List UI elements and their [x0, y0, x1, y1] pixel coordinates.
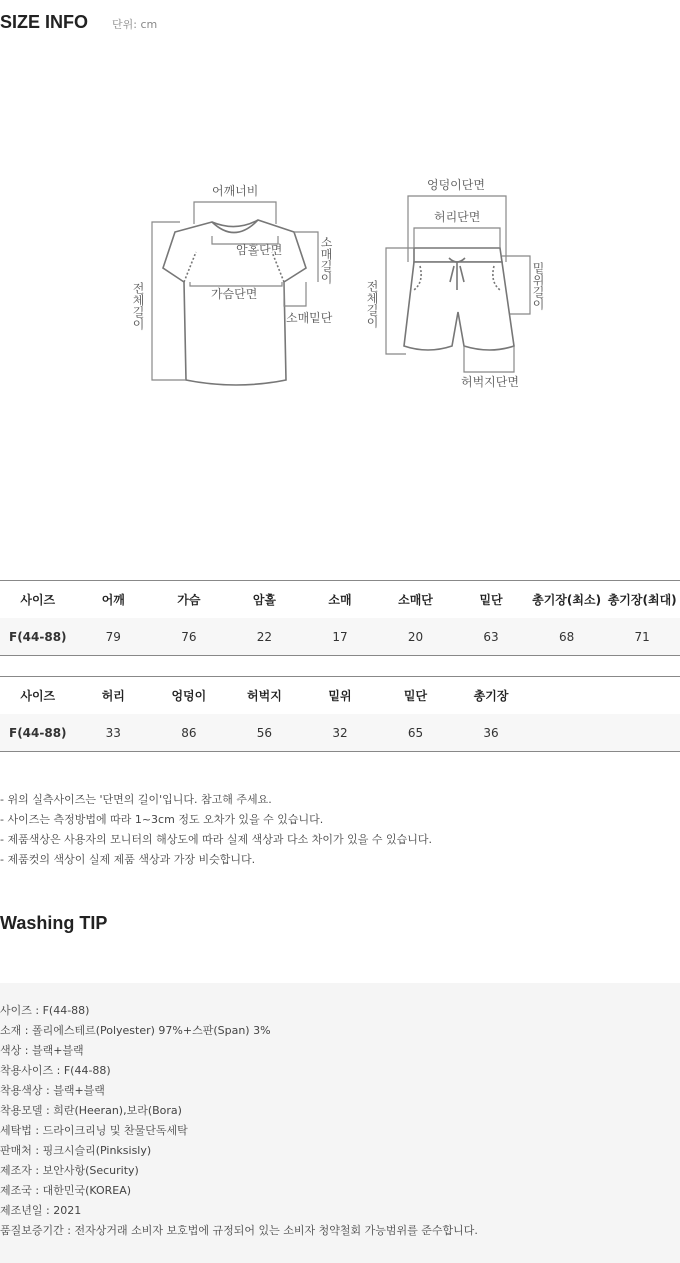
value-cell: 20	[378, 618, 454, 656]
product-info-list	[0, 1001, 478, 1241]
table-row	[0, 618, 680, 656]
note-line: - 위의 실측사이즈는 '단면의 길이'입니다. 참고해 주세요.	[0, 793, 272, 806]
label-sleeve-hem: 소매밑단	[286, 311, 333, 325]
info-line: 착용모델 : 희란(Heeran),보라(Bora)	[0, 1104, 182, 1117]
header-cell: 밑단	[453, 581, 529, 619]
label-total-length-top: 전체길이	[131, 282, 145, 330]
header-cell: 소매	[302, 581, 378, 619]
value-cell: 86	[151, 714, 227, 752]
header-cell: 엉덩이	[151, 677, 227, 715]
note-line: - 제품컷의 색상이 실제 제품 색상과 가장 비슷합니다.	[0, 853, 256, 866]
value-cell: 22	[227, 618, 303, 656]
header-cell: 밑단	[378, 677, 454, 715]
label-waist: 허리단면	[434, 210, 481, 224]
value-cell: 32	[302, 714, 378, 752]
info-line: 제조자 : 보안사항(Security)	[0, 1164, 139, 1177]
label-sleeve-length: 소매길이	[319, 236, 333, 284]
header-cell: 사이즈	[0, 581, 76, 619]
header-cell: 어깨	[76, 581, 152, 619]
label-shoulder: 어깨너비	[212, 184, 259, 198]
label-total-length-bottom: 전체길이	[365, 280, 379, 328]
header-cell	[529, 677, 605, 715]
info-line: 품질보증기간 : 전자상거래 소비자 보호법에 규정되어 있는 소비자 청약철회 가능범위를 준수합니다.	[0, 1224, 478, 1237]
value-cell: 71	[604, 618, 680, 656]
value-cell: 68	[529, 618, 605, 656]
label-thigh: 허벅지단면	[461, 375, 519, 389]
note-line: - 제품색상은 사용자의 모니터의 해상도에 따라 실제 색상과 다소 차이가 있을 수 있습니다.	[0, 833, 432, 846]
header-cell: 암홀	[227, 581, 303, 619]
header-cell: 밑위	[302, 677, 378, 715]
info-line: 착용색상 : 블랙+블랙	[0, 1084, 105, 1097]
label-armhole: 암홀단면	[236, 243, 283, 257]
info-line: 착용사이즈 : F(44-88)	[0, 1064, 111, 1077]
label-rise: 밑위길이	[531, 262, 545, 310]
label-chest: 가슴단면	[211, 287, 258, 301]
info-line: 판매처 : 핑크시슬리(Pinksisly)	[0, 1144, 152, 1157]
size-info-title: SIZE INFO	[0, 12, 89, 32]
table-header-row	[0, 677, 680, 715]
bottom-size-table	[0, 676, 680, 752]
value-cell: 33	[76, 714, 152, 752]
value-cell: 65	[378, 714, 454, 752]
header-cell: 허리	[76, 677, 152, 715]
size-diagram	[0, 0, 680, 560]
label-hip: 엉덩이단면	[427, 178, 485, 192]
size-notes	[0, 790, 432, 870]
unit-label: 단위: cm	[112, 18, 158, 31]
product-info-box	[0, 983, 680, 1263]
washing-tip-title: Washing TIP	[0, 913, 108, 933]
info-line: 제조국 : 대한민국(KOREA)	[0, 1184, 132, 1197]
value-cell: 56	[227, 714, 303, 752]
value-cell: 17	[302, 618, 378, 656]
table-row	[0, 714, 680, 752]
info-line: 사이즈 : F(44-88)	[0, 1004, 90, 1017]
table-header-row	[0, 581, 680, 619]
header-cell: 허벅지	[227, 677, 303, 715]
info-line: 색상 : 블랙+블랙	[0, 1044, 84, 1057]
value-cell: 63	[453, 618, 529, 656]
info-line: 제조년일 : 2021	[0, 1204, 82, 1217]
header-cell	[604, 677, 680, 715]
value-cell: 76	[151, 618, 227, 656]
info-line: 소재 : 폴리에스테르(Polyester) 97%+스판(Span) 3%	[0, 1024, 271, 1037]
size-cell: F(44-88)	[0, 714, 76, 752]
info-line: 세탁법 : 드라이크리닝 및 찬물단독세탁	[0, 1124, 188, 1137]
value-cell: 79	[76, 618, 152, 656]
header-cell: 가슴	[151, 581, 227, 619]
value-cell	[529, 714, 605, 752]
value-cell	[604, 714, 680, 752]
header-cell: 사이즈	[0, 677, 76, 715]
note-line: - 사이즈는 측정방법에 따라 1~3cm 정도 오차가 있을 수 있습니다.	[0, 813, 324, 826]
header-cell: 소매단	[378, 581, 454, 619]
header-cell: 총기장(최대)	[604, 581, 680, 619]
shorts-illustration	[404, 248, 514, 350]
value-cell: 36	[453, 714, 529, 752]
header-cell: 총기장(최소)	[529, 581, 605, 619]
size-cell: F(44-88)	[0, 618, 76, 656]
top-size-table	[0, 580, 680, 656]
header-cell: 총기장	[453, 677, 529, 715]
